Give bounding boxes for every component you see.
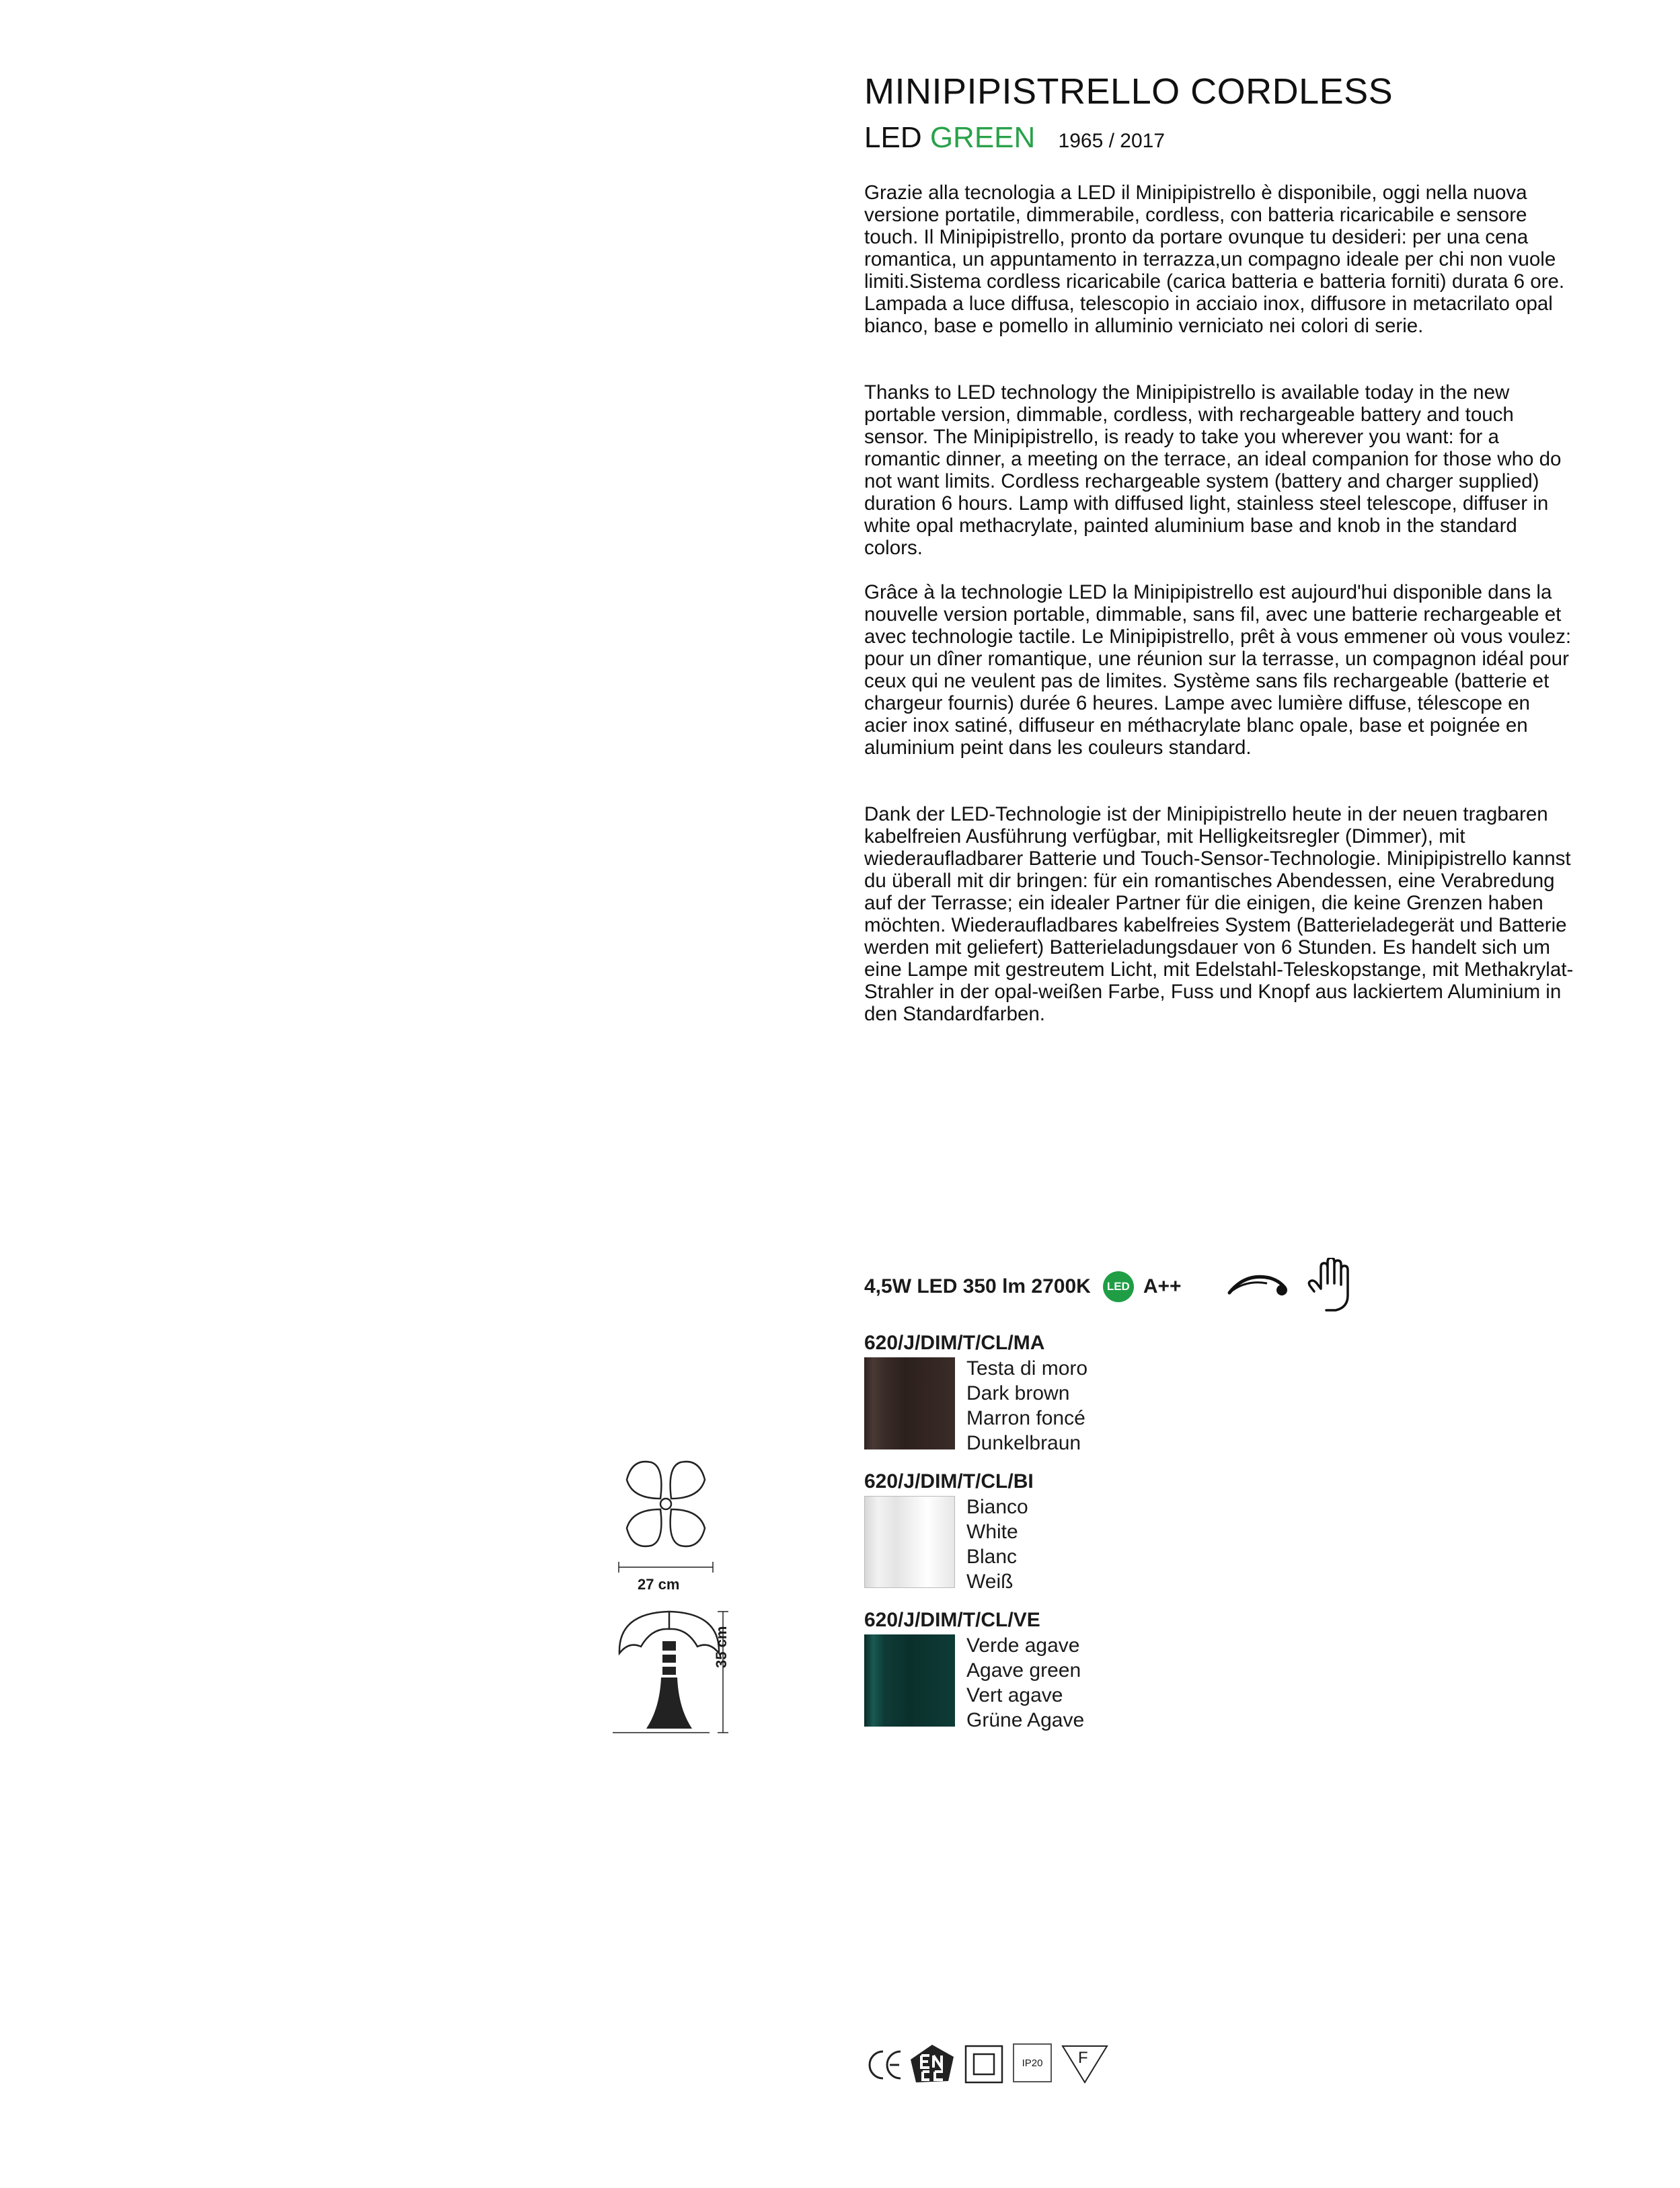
variant-names-white <box>966 1495 1028 1594</box>
color-name-en: Agave green <box>966 1659 1081 1682</box>
class-ii-icon <box>963 2043 1005 2085</box>
variant-code-green: 620/J/DIM/T/CL/VE <box>864 1609 1040 1631</box>
color-name-it: Verde agave <box>966 1634 1080 1657</box>
enec-mark-icon <box>909 2043 956 2085</box>
f-mark-label: F <box>1078 2049 1088 2067</box>
color-name-de: Grüne Agave <box>966 1709 1085 1731</box>
touch-hand-icon <box>1303 1258 1357 1313</box>
swatch-white <box>864 1496 955 1588</box>
description-german: Dank der LED-Technologie ist der Minipipistrello heute in der neuen tragbaren kabelfreien Ausführung verfügbar, mit Helligkeitsregler (Dimmer), mit wiederaufladbarer Batterie und Touch-Sensor-Technologie. Minipipistrello kannst du überall mit dir bringen: für ein romantisches Abendessen, eine Verabredung auf der Terrasse; ein idealer Partner für die einigen, die keine Grenzen haben möchten. Wiederaufladbares kabelfreies System (Batterieladegerät und Batterie werden mit geliefert) Batterieladungsdauer von 6 Stunden. Es handelt sich um eine Lampe mit gestreutem Licht, mit Edelstahl-Teleskopstange, mit Methakrylat-Strahler in der opal-weißen Farbe, Fuss und Knopf aus lackiertem Aluminium in den Standardfarben. <box>864 803 1574 1025</box>
variant-code-white: 620/J/DIM/T/CL/BI <box>864 1470 1034 1493</box>
spec-row <box>864 1271 1182 1302</box>
led-badge-icon: LED <box>1103 1271 1134 1302</box>
product-title: MINIPIPISTRELLO CORDLESS <box>864 71 1393 112</box>
ip20-icon: IP20 <box>1013 2043 1052 2082</box>
swatch-agave-green <box>864 1634 955 1727</box>
color-name-it: Testa di moro <box>966 1357 1088 1380</box>
color-name-it: Bianco <box>966 1496 1028 1518</box>
description-italian: Grazie alla tecnologia a LED il Minipipistrello è disponibile, oggi nella nuova versione portatile, dimmerabile, cordless, con batteria ricaricabile e sensore touch. Il Minipipistrello, pronto da portare ovunque tu desideri: per una cena romantica, un appuntamento in terrazza,un compagno ideale per chi non vuole limiti.Sistema cordless ricaricabile (carica batteria e batteria forniti) durata 6 ore. Lampada a luce diffusa, telescopio in acciaio inox, diffusore in metacrilato opal bianco, base e pomello in alluminio verniciato nei colori di serie. <box>864 182 1565 337</box>
dimmer-icon <box>1225 1265 1293 1305</box>
width-label: 27 cm <box>638 1576 680 1593</box>
color-name-de: Weiß <box>966 1571 1014 1593</box>
product-subtitle <box>864 121 1165 155</box>
lamp-side-view-icon <box>609 1608 730 1742</box>
variant-names-brown <box>966 1356 1087 1456</box>
description-french: Grâce à la technologie LED la Minipipistrello est aujourd'hui disponible dans la nouvelle version portable, dimmable, sans fil, avec une batterie rechargeable et avec technologie tactile. Le Minipipistrello, prêt à vous emmener où vous voulez: pour un dîner romantique, une réunion sur la terrasse, un compagnon idéal pour ceux qui ne veulent pas de limites. Système sans fils rechargeable (batterie et chargeur fournis) durée 6 heures. Lampe avec lumière diffuse, télescope en acier inox satiné, diffuseur en méthacrylate blanc opale, base et poignée en aluminium peint dans les couleurs standard. <box>864 581 1572 759</box>
color-name-en: White <box>966 1521 1018 1543</box>
color-name-de: Dunkelbraun <box>966 1432 1081 1454</box>
swatch-dark-brown <box>864 1357 955 1449</box>
color-name-fr: Marron foncé <box>966 1407 1085 1429</box>
subtitle-color: GREEN <box>929 121 1036 154</box>
ce-mark-icon <box>864 2045 905 2085</box>
color-name-fr: Blanc <box>966 1546 1018 1568</box>
variant-names-green <box>966 1633 1084 1733</box>
color-name-en: Dark brown <box>966 1382 1070 1404</box>
lamp-top-view-icon <box>612 1453 720 1581</box>
product-years: 1965 / 2017 <box>1058 130 1166 152</box>
subtitle-led: LED <box>864 121 922 154</box>
description-english: Thanks to LED technology the Minipipistrello is available today in the new portable version, dimmable, cordless, with rechargeable battery and touch sensor. The Minipipistrello, is ready to take you wherever you want: for a romantic dinner, a meeting on the terrace, an ideal companion for those who do not want limits. Cordless rechargeable system (battery and charger supplied) duration 6 hours. Lamp with diffused light, stainless steel telescope, diffuser in white opal methacrylate, painted aluminium base and knob in the standard colors. <box>864 381 1562 559</box>
color-name-fr: Vert agave <box>966 1684 1063 1706</box>
height-label: 35 cm <box>713 1626 730 1668</box>
variant-code-brown: 620/J/DIM/T/CL/MA <box>864 1332 1045 1354</box>
spec-text: 4,5W LED 350 lm 2700K <box>864 1275 1091 1297</box>
energy-class: A++ <box>1143 1275 1182 1297</box>
